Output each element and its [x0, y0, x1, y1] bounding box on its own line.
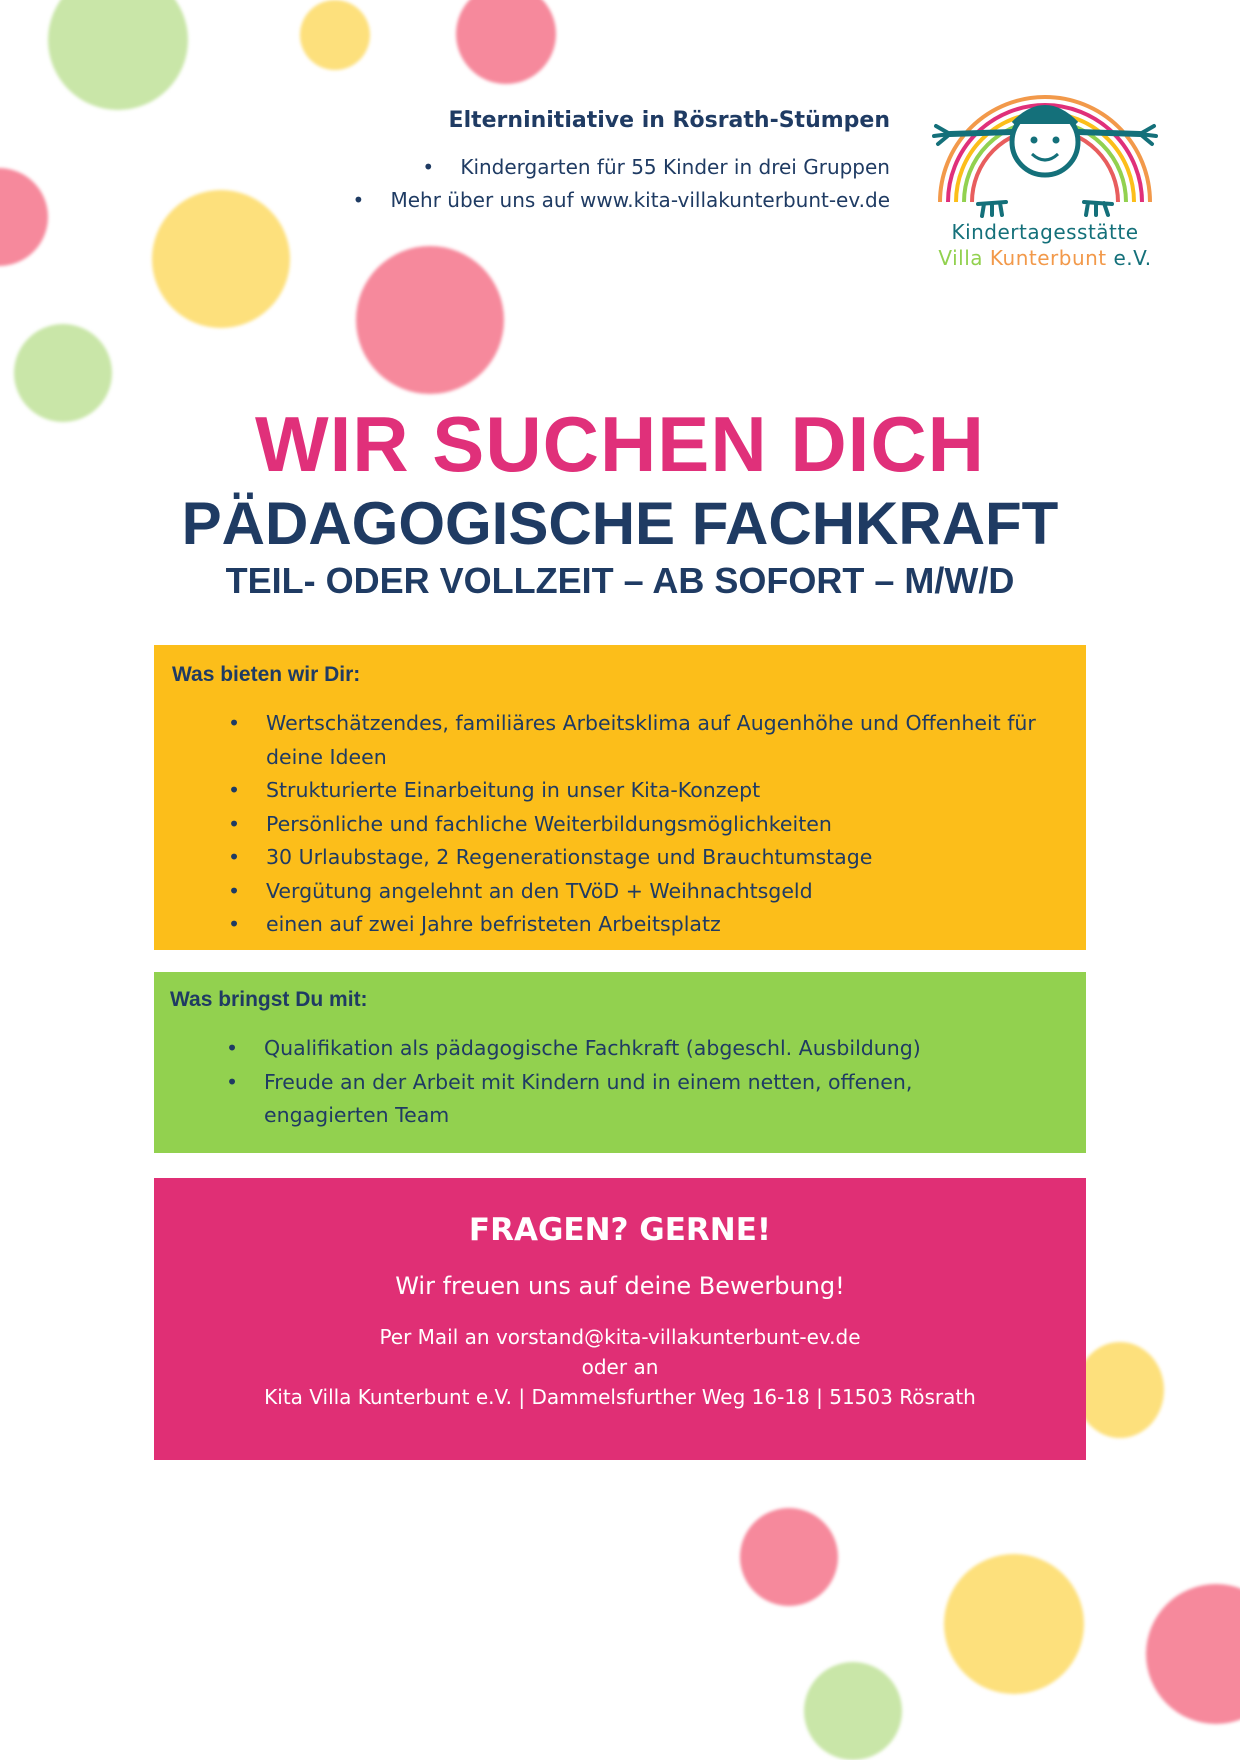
decor-dot	[456, 0, 556, 84]
decor-dot	[0, 168, 48, 266]
contact-address-line: Kita Villa Kunterbunt e.V. | Dammelsfurther Weg 16-18 | 51503 Rösrath	[264, 1385, 976, 1409]
logo-text-line2: Villa Kunterbunt e.V.	[938, 246, 1152, 270]
requirements-list	[170, 1032, 1068, 1133]
decor-dot	[48, 0, 188, 110]
bullet-icon: •	[228, 778, 241, 802]
contact-subtitle: Wir freuen uns auf deine Bewerbung!	[395, 1272, 845, 1300]
intro-list-item: • Mehr über uns auf www.kita-villakunterbunt-ev.de	[350, 184, 890, 217]
bullet-icon: •	[352, 188, 365, 212]
contact-title: FRAGEN? GERNE!	[468, 1212, 772, 1248]
offer-list-item: • Vergütung angelehnt an den TVöD + Weihnachtsgeld	[172, 875, 1068, 909]
offer-box	[154, 645, 1086, 950]
requirements-box	[154, 972, 1086, 1153]
contact-email-line: Per Mail an vorstand@kita-villakunterbunt-ev.de	[379, 1325, 861, 1349]
bullet-icon: •	[228, 811, 241, 836]
intro-list-item: • Kindergarten für 55 Kinder in drei Gruppen	[350, 151, 890, 184]
bullet-icon: •	[228, 878, 241, 903]
bullet-icon: •	[228, 912, 241, 936]
offer-list-item: • einen auf zwei Jahre befristeten Arbeitsplatz	[172, 908, 1068, 942]
job-tagline: TEIL- ODER VOLLZEIT – AB SOFORT – M/W/D	[225, 560, 1015, 601]
intro-block	[350, 108, 890, 217]
contact-details	[154, 1322, 1086, 1412]
bullet-icon: •	[422, 155, 435, 179]
intro-heading: Elterninitiative in Rösrath-Stümpen	[448, 108, 890, 133]
offer-title: Was bieten wir Dir:	[172, 663, 361, 686]
decor-dot	[1146, 1584, 1240, 1724]
contact-or-line: oder an	[581, 1355, 659, 1379]
bullet-icon: •	[226, 1069, 239, 1094]
offer-list-item: • Strukturierte Einarbeitung in unser Kita-Konzept	[172, 774, 1068, 808]
decor-dot	[740, 1508, 838, 1606]
requirements-list-item: • Qualifikation als pädagogische Fachkraft (abgeschl. Ausbildung)	[170, 1032, 1068, 1066]
requirements-title: Was bringst Du mit:	[170, 988, 368, 1011]
offer-list-item: • Persönliche und fachliche Weiterbildungsmöglichkeiten	[172, 808, 1068, 842]
decor-dot	[300, 0, 370, 70]
requirements-list-item: • Freude an der Arbeit mit Kindern und in einem netten, offenen, engagierten Team	[170, 1066, 1068, 1133]
bullet-icon: •	[228, 711, 241, 735]
rainbow-child-icon	[930, 72, 1160, 222]
offer-list	[172, 707, 1068, 942]
decor-dot	[356, 246, 504, 394]
intro-list	[350, 151, 890, 217]
offer-list-item: • Wertschätzendes, familiäres Arbeitsklima auf Augenhöhe und Offenheit für deine Ideen	[172, 707, 1068, 774]
decor-dot	[804, 1662, 902, 1760]
kita-logo	[930, 72, 1160, 272]
decor-dot	[944, 1554, 1084, 1694]
job-title: PÄDAGOGISCHE FACHKRAFT	[181, 490, 1059, 557]
decor-dot	[1076, 1342, 1164, 1438]
page-title: WIR SUCHEN DICH	[255, 400, 985, 488]
decor-dot	[152, 190, 290, 328]
bullet-icon: •	[226, 1036, 239, 1060]
logo-text-line1: Kindertagesstätte	[951, 220, 1139, 244]
offer-list-item: • 30 Urlaubstage, 2 Regenerationstage und Brauchtumstage	[172, 841, 1068, 875]
bullet-icon: •	[228, 845, 241, 869]
contact-box	[154, 1178, 1086, 1460]
